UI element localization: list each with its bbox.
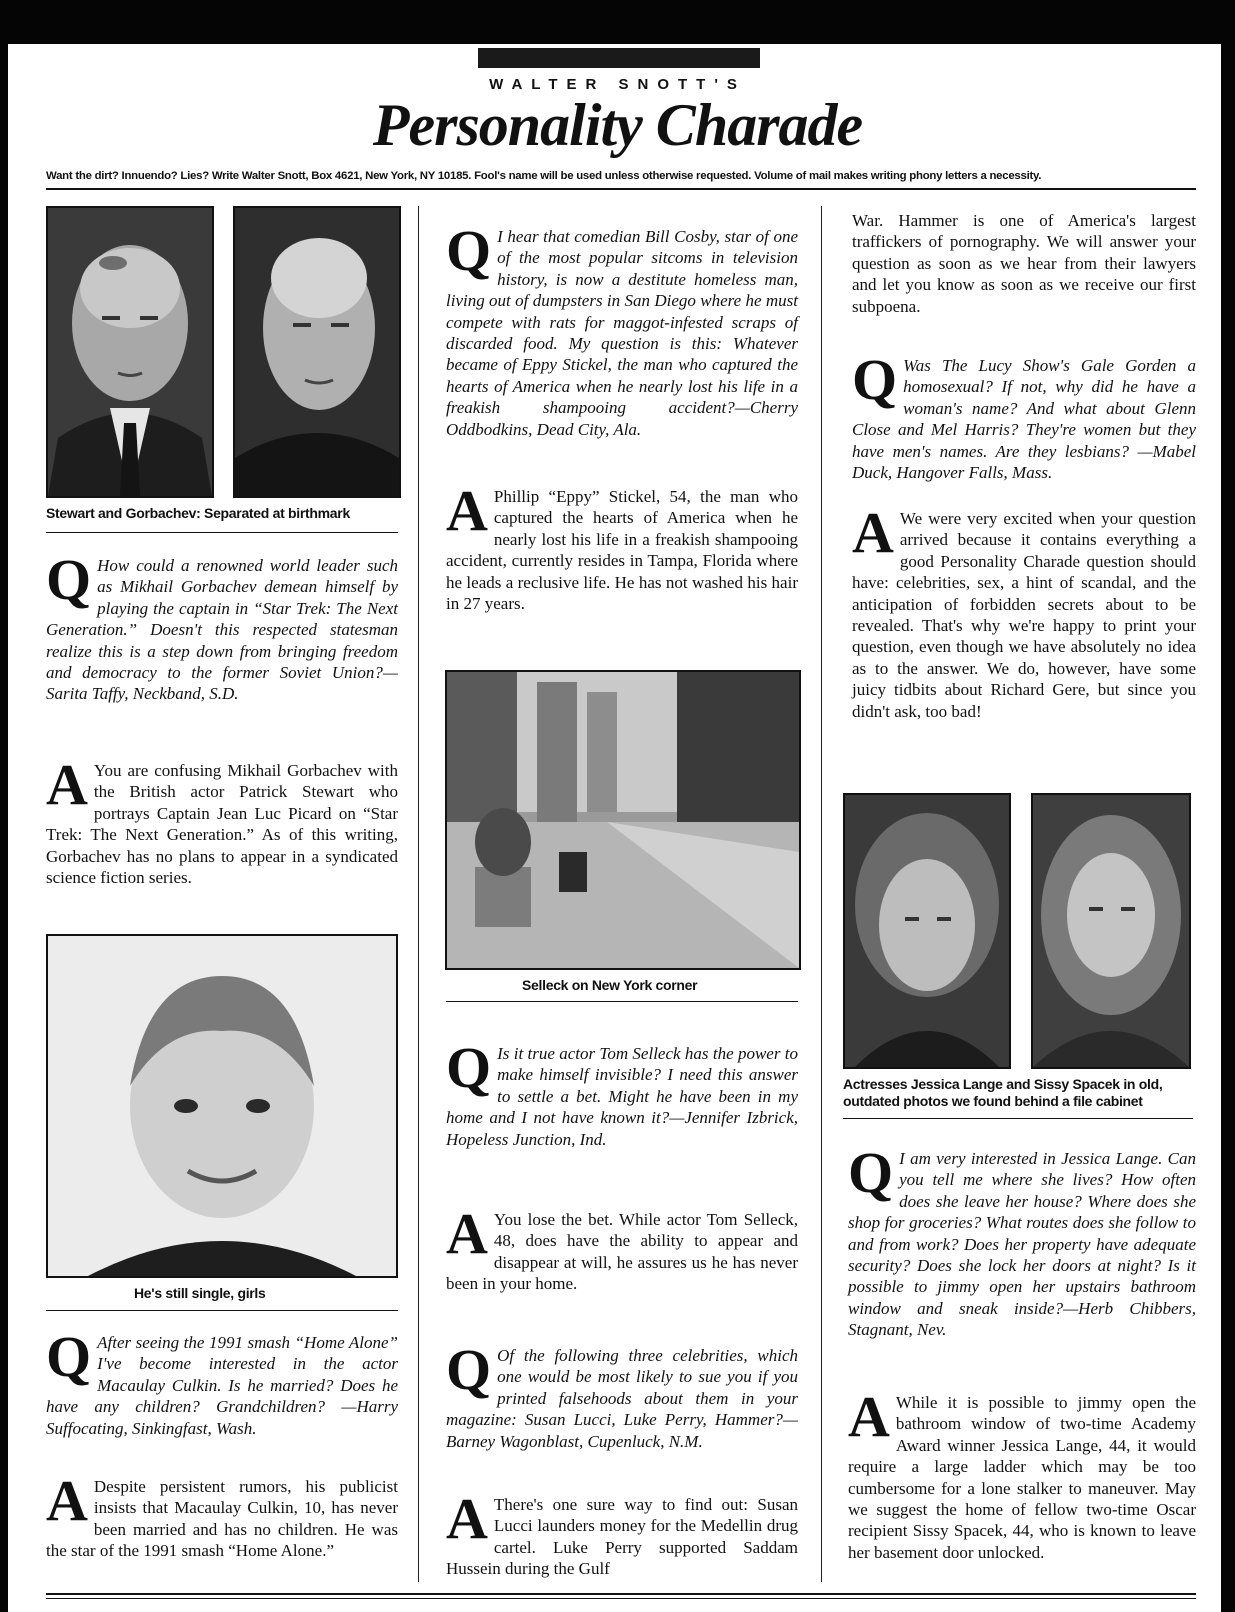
header-bar — [478, 48, 760, 68]
question-lawsuit — [446, 1337, 798, 1452]
question-lucy-show — [852, 347, 1196, 483]
question-text: Is it true actor Tom Selleck has the power to make himself invisible? I need this answer to settle a bet. Might he have been in my home and I not have known it?—Jennifer Izbrick, Hopeless Junction, Ind. — [446, 1044, 798, 1149]
a-initial: A — [446, 1486, 488, 1551]
culkin-caption: He's still single, girls — [134, 1285, 266, 1301]
q-initial: Q — [848, 1140, 894, 1205]
answer-culkin — [46, 1468, 398, 1562]
submission-notice: Want the dirt? Innuendo? Lies? Write Walter Snott, Box 4621, New York, NY 10185. Fool's name will be used unless otherwise requested. Volume of mail makes writing phony letters a necessity. — [46, 170, 1042, 182]
lange-photo — [843, 793, 1011, 1069]
question-selleck — [446, 1035, 798, 1150]
a-initial: A — [848, 1384, 890, 1449]
answer-lange — [848, 1384, 1196, 1563]
a-initial: A — [46, 752, 88, 817]
selleck-caption: Selleck on New York corner — [522, 977, 698, 993]
caption-rule — [46, 532, 398, 533]
scan-border-right — [1221, 0, 1235, 1612]
stewart-photo — [233, 206, 401, 498]
column-divider — [821, 206, 822, 1582]
answer-gorbachev — [46, 752, 398, 888]
answer-text: You lose the bet. While actor Tom Selleck, 48, does have the ability to appear and disappear at will, he assures us he has never been in your home. — [446, 1210, 798, 1294]
q-initial: Q — [446, 1337, 492, 1402]
scan-border-top — [0, 0, 1235, 44]
q-initial: Q — [46, 547, 92, 612]
actresses-caption-line2: outdated photos we found behind a file cabinet — [843, 1093, 1143, 1109]
answer-text: War. Hammer is one of America's largest traffickers of pornography. We will answer your question as soon as we hear from their lawyers and let you know as soon as we receive our first subpoena. — [852, 211, 1196, 316]
q-initial: Q — [446, 1035, 492, 1100]
gorbachev-caption: Stewart and Gorbachev: Separated at birthmark — [46, 505, 350, 521]
a-initial: A — [46, 1468, 88, 1533]
a-initial: A — [852, 500, 894, 565]
question-cosby — [446, 218, 798, 440]
caption-rule — [46, 1310, 398, 1311]
answer-continued — [852, 210, 1196, 317]
answer-text: There's one sure way to find out: Susan Lucci launders money for the Medellin drug cartel. Luke Perry supported Saddam Hussein during the Gulf — [446, 1495, 798, 1579]
question-text: Of the following three celebrities, which one would be most likely to sue you if you printed falsehoods about them in your magazine: Susan Lucci, Luke Perry, Hammer?—Barney Wagonblast, Cupenluck, N.M. — [446, 1346, 798, 1451]
answer-text: While it is possible to jimmy open the bathroom window of two-time Academy Award winner Jessica Lange, 44, it would require a large ladder which may be too cumbersome for a lone stalker to maneuver. May we suggest the home of fellow two-time Oscar recipient Sissy Spacek, 44, who is known to leave her basement door unlocked. — [848, 1393, 1196, 1562]
column-title: Personality Charade — [372, 92, 863, 158]
scan-border-left — [0, 0, 8, 1612]
question-text: After seeing the 1991 smash “Home Alone” I've become interested in the actor Macaulay Culkin. Is he married? Does he have any children? Grandchildren? —Harry Suffocating, Sinkingfast, Wash. — [46, 1333, 398, 1438]
answer-text: Despite persistent rumors, his publicist insists that Macaulay Culkin, 10, has never been married and has no children. He was the star of the 1991 smash “Home Alone.” — [46, 1477, 398, 1561]
column-divider — [418, 206, 419, 1582]
q-initial: Q — [852, 347, 898, 412]
column-kicker: WALTER SNOTT'S — [489, 76, 746, 93]
answer-text: Phillip “Eppy” Stickel, 54, the man who captured the hearts of America when he nearly lost his life in a freakish shampooing accident, currently resides in Tampa, Florida where he leads a reclusive life. He has not washed his hair in 27 years. — [446, 487, 798, 614]
q-initial: Q — [446, 218, 492, 283]
spacek-photo — [1031, 793, 1191, 1069]
selleck-street-photo — [445, 670, 801, 970]
answer-lucy-show — [852, 500, 1196, 722]
footer-rule — [46, 1593, 1196, 1595]
question-text: I hear that comedian Bill Cosby, star of one of the most popular sitcoms in television history, is now a destitute homeless man, living out of dumpsters in San Diego where he must compete with rats for maggot-infested scraps of discarded food. My question is this: Whatever became of Eppy Stickel, the man who captured the hearts of America when he nearly lost his life in a freakish shampooing accident?—Cherry Oddbodkins, Dead City, Ala. — [446, 227, 798, 439]
answer-selleck — [446, 1201, 798, 1295]
caption-rule — [843, 1118, 1193, 1119]
question-culkin — [46, 1324, 398, 1439]
gorbachev-photo — [46, 206, 214, 498]
a-initial: A — [446, 478, 488, 543]
question-text: Was The Lucy Show's Gale Gorden a homosexual? If not, why did he have a woman's name? And what about Glenn Close and Mel Harris? They're women but they have men's names. Are they lesbians? —Mabel Duck, Hangover Falls, Mass. — [852, 356, 1196, 483]
a-initial: A — [446, 1201, 488, 1266]
culkin-photo — [46, 934, 398, 1278]
answer-text: You are confusing Mikhail Gorbachev with the British actor Patrick Stewart who portrays Captain Jean Luc Picard on “Star Trek: The Next Generation.” As of this writing, Gorbachev has no plans to appear in a syndicated science fiction series. — [46, 761, 398, 888]
header-rule — [46, 188, 1196, 190]
question-lange — [848, 1140, 1196, 1341]
actresses-caption-line1: Actresses Jessica Lange and Sissy Spacek in old, — [843, 1076, 1163, 1092]
footer-rule — [46, 1598, 1196, 1599]
answer-text: We were very excited when your question arrived because it contains everything a good Personality Charade question should have: celebrities, sex, a hint of scandal, and the anticipation of forbidden secrets about to be revealed. That's why we're happy to print your question, even though we have absolutely no idea as to the answer. We do, however, have some juicy tidbits about Richard Gere, but since you didn't ask, too bad! — [852, 509, 1196, 721]
question-gorbachev — [46, 547, 398, 705]
answer-lawsuit — [446, 1486, 798, 1580]
q-initial: Q — [46, 1324, 92, 1389]
caption-rule — [446, 1001, 798, 1002]
question-text: How could a renowned world leader such as Mikhail Gorbachev demean himself by playing the captain in “Star Trek: The Next Generation.” Doesn't this respected statesman realize this is a step down from bringing freedom and democracy to the former Soviet Union?—Sarita Taffy, Neckband, S.D. — [46, 556, 398, 704]
question-text: I am very interested in Jessica Lange. Can you tell me where she lives? How often does she leave her house? Where does she shop for groceries? What routes does she follow to and from work? Does her property have adequate security? Does she lock her doors at night? Is it possible to jimmy open her upstairs bathroom window and sneak inside?—Herb Chibbers, Stagnant, Nev. — [848, 1149, 1196, 1340]
answer-stickel — [446, 478, 798, 614]
